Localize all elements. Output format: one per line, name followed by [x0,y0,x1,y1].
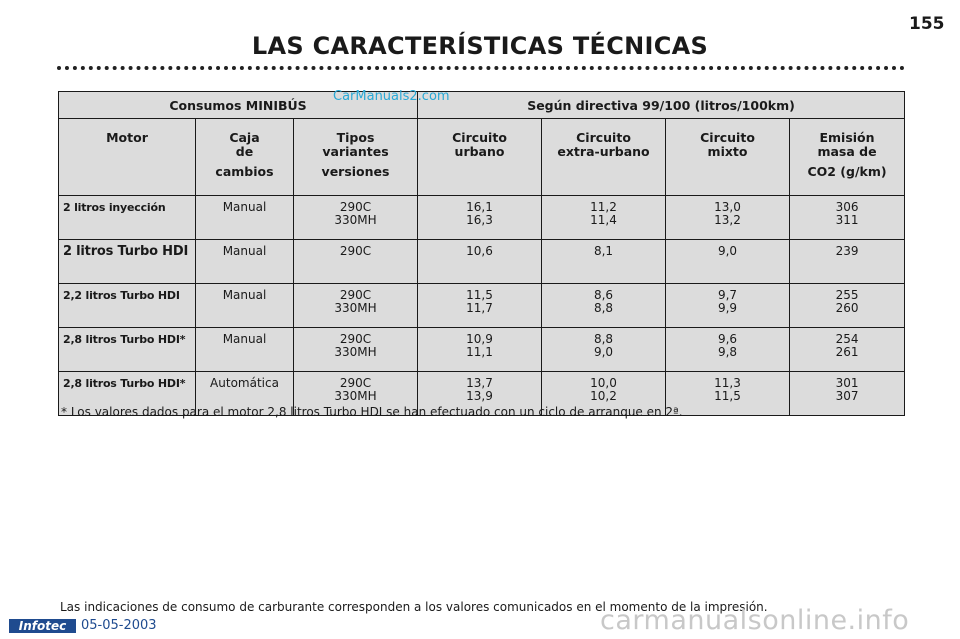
cell-value: 9,6 [717,332,738,346]
cell-value: 11,7 [466,301,493,315]
cell-urbano [418,196,542,240]
cell-extra [542,328,666,372]
page-title: LAS CARACTERÍSTICAS TÉCNICAS [251,32,709,60]
cell-motor: 2,8 litros Turbo HDI* [59,328,196,372]
consumption-table [58,91,905,416]
cell-value: 13,2 [714,213,741,227]
site-watermark: carmanualsonline.info [600,605,910,636]
cell-urbano [418,328,542,372]
column-header-caja [196,119,294,196]
cell-value: 311 [835,213,859,227]
table-row [59,284,905,328]
cell-caja: Automática [196,372,294,416]
column-header-line: CO2 (g/km) [807,164,887,179]
cell-tipos [294,328,418,372]
cell-value: 8,1 [593,244,614,258]
cell-emision [790,328,905,372]
cell-caja: Manual [196,284,294,328]
cell-value: 10,6 [466,244,493,258]
bottom-note: Las indicaciones de consumo de carburante corresponden a los valores comunicados en el momento de la impresión. [60,600,768,614]
cell-value: 10,9 [466,332,493,346]
table-row [59,240,905,284]
cell-value: 330MH [334,301,377,315]
cell-value: 301 [835,376,859,390]
cell-value: 8,8 [593,332,614,346]
cell-tipos [294,240,418,284]
cell-value: 11,5 [466,288,493,302]
cell-caja: Manual [196,196,294,240]
column-header-line: Circuito [576,130,631,145]
cell-value: 13,9 [466,389,493,403]
cell-value: 261 [835,345,859,359]
cell-value: 9,8 [717,345,738,359]
cell-value: 255 [835,288,859,302]
column-header-line: mixto [707,144,748,159]
dotted-divider [57,66,905,70]
cell-tipos [294,284,418,328]
watermark-top: CarManuals2.com [333,89,450,104]
cell-value: 9,0 [717,244,738,258]
column-header-motor [59,119,196,196]
cell-value: 290C [339,244,372,258]
cell-motor: 2 litros inyección [59,196,196,240]
column-header-line: Circuito [700,130,755,145]
cell-value: 8,8 [593,301,614,315]
cell-mixto [666,372,790,416]
cell-urbano [418,284,542,328]
table-row [59,328,905,372]
column-header-line: extra-urbano [557,144,650,159]
cell-value: 9,7 [717,288,738,302]
cell-mixto [666,328,790,372]
cell-value: 254 [835,332,859,346]
infotec-logo: Infotec [9,619,76,633]
cell-value: 9,0 [593,345,614,359]
cell-value: 16,1 [466,200,493,214]
cell-extra [542,196,666,240]
cell-value: 13,7 [466,376,493,390]
cell-value: 306 [835,200,859,214]
cell-value: 330MH [334,213,377,227]
column-header-line: urbano [454,144,505,159]
column-header-mixto [666,119,790,196]
cell-value: 11,2 [590,200,617,214]
cell-value: 8,6 [593,288,614,302]
table-row [59,196,905,240]
cell-value: 290C [339,200,372,214]
print-date: 05-05-2003 [81,618,157,633]
cell-value: 9,9 [717,301,738,315]
column-header-line: versiones [321,164,390,179]
footnote: * Los valores dados para el motor 2,8 litros Turbo HDI se han efectuado con un ciclo de arranque en 2ª. [61,405,683,419]
cell-value: 330MH [334,389,377,403]
cell-value: 11,3 [714,376,741,390]
cell-mixto [666,240,790,284]
column-header-tipos [294,119,418,196]
cell-mixto [666,284,790,328]
cell-value: 11,1 [466,345,493,359]
cell-value: 11,5 [714,389,741,403]
column-header-urbano [418,119,542,196]
cell-caja: Manual [196,240,294,284]
cell-value: 11,4 [590,213,617,227]
cell-motor: 2,2 litros Turbo HDI [59,284,196,328]
column-header-extra [542,119,666,196]
cell-value: 10,0 [590,376,617,390]
cell-urbano [418,240,542,284]
column-header-line: Motor [106,130,148,145]
cell-emision [790,372,905,416]
cell-value: 290C [339,332,372,346]
group-header-directive: Según directiva 99/100 (litros/100km) [418,92,905,119]
cell-emision [790,196,905,240]
cell-mixto [666,196,790,240]
page-number: 155 [909,14,945,34]
cell-caja: Manual [196,328,294,372]
cell-value: 13,0 [714,200,741,214]
cell-value: 330MH [334,345,377,359]
cell-emision [790,284,905,328]
column-header-line: Circuito [452,130,507,145]
cell-emision [790,240,905,284]
cell-tipos [294,196,418,240]
cell-value: 260 [835,301,859,315]
cell-value: 16,3 [466,213,493,227]
cell-motor: 2 litros Turbo HDI [59,240,196,284]
cell-extra [542,284,666,328]
column-header-line: de [235,144,254,159]
column-header-line: Emisión [819,130,875,145]
cell-extra [542,240,666,284]
column-header-line: Caja [229,130,260,145]
column-header-line: masa de [817,144,877,159]
cell-value: 290C [339,376,372,390]
column-header-line: Tipos [336,130,375,145]
cell-motor: 2,8 litros Turbo HDI* [59,372,196,416]
column-header-emision [790,119,905,196]
cell-value: 239 [835,244,859,258]
cell-value: 10,2 [590,389,617,403]
cell-value: 290C [339,288,372,302]
cell-value: 307 [835,389,859,403]
column-header-line: variantes [322,144,389,159]
group-header-consumption: Consumos MINIBÚS [59,92,418,119]
column-header-line: cambios [215,164,274,179]
